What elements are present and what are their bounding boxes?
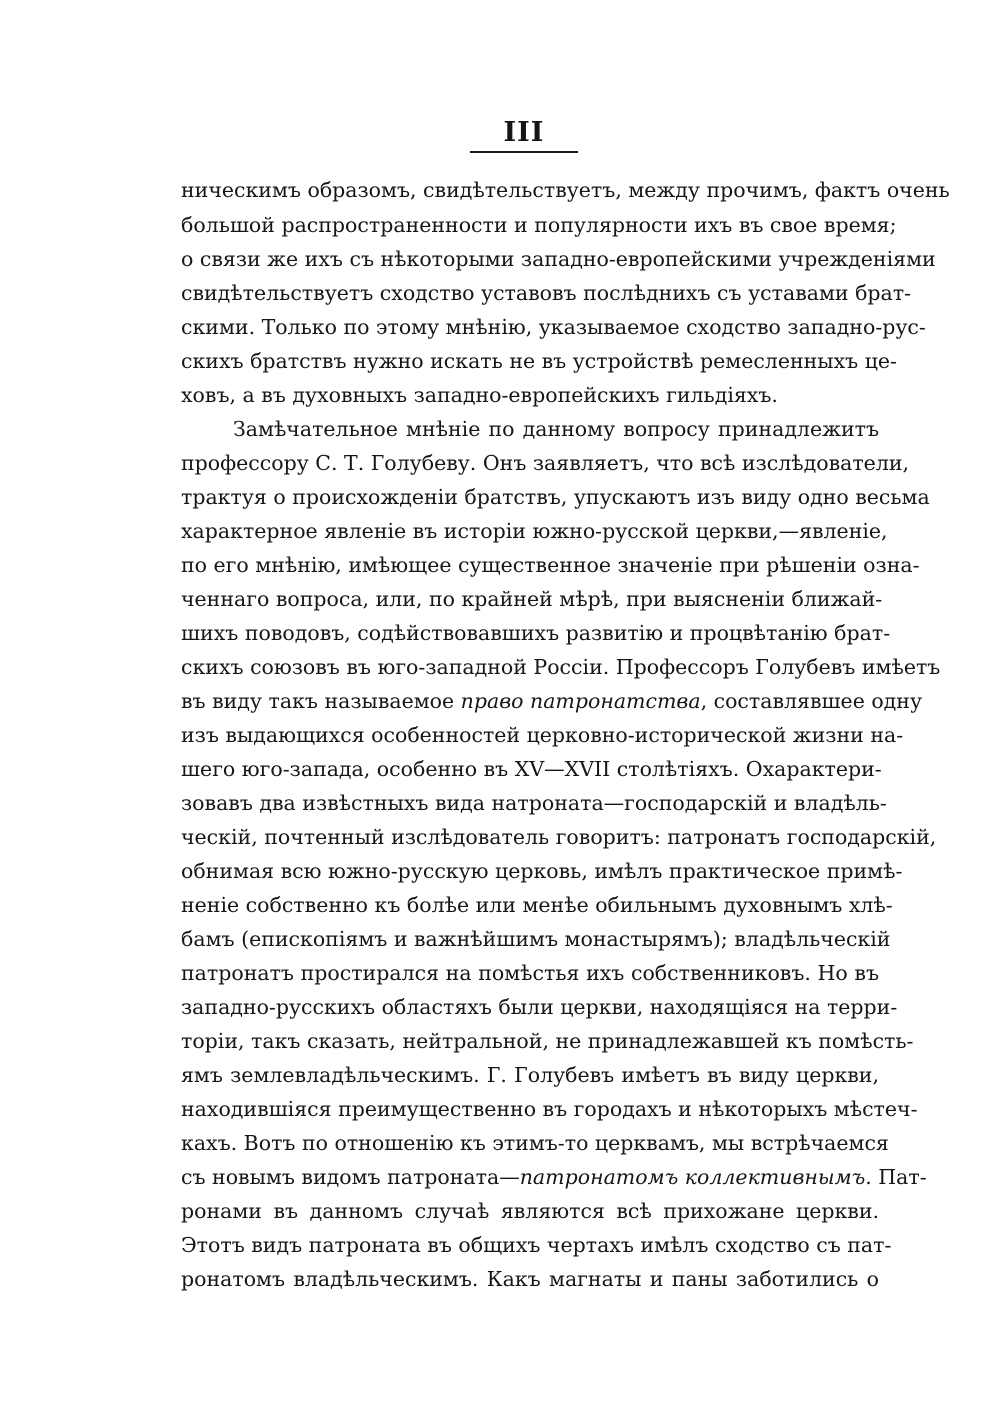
text-line: ронатомъ владѣльческимъ. Какъ магнаты и паны заботились о xyxy=(181,1267,879,1291)
text-line: ховъ, а въ духовныхъ западно-европейскихъ гильдіяхъ. xyxy=(181,383,778,407)
page-number-rule xyxy=(470,151,578,153)
text-line: патронатъ простирался на помѣстья ихъ собственниковъ. Но въ xyxy=(181,961,879,985)
page-number: III xyxy=(503,117,545,148)
text-line: свидѣтельствуетъ сходство уставовъ послѣднихъ съ уставами брат- xyxy=(181,281,912,305)
text-line: шихъ поводовъ, содѣйствовавшихъ развитію и процвѣтанію брат- xyxy=(181,621,891,645)
text-line: изъ выдающихся особенностей церковно-исторической жизни на- xyxy=(181,723,904,747)
text-line: ямъ землевладѣльческимъ. Г. Голубевъ имѣетъ въ виду церкви, xyxy=(181,1063,879,1087)
text-line xyxy=(181,684,923,718)
text-line: ронами въ данномъ случаѣ являются всѣ прихожане церкви. xyxy=(181,1199,879,1223)
text-line: характерное явленіе въ исторіи южно-русской церкви,—явленіе, xyxy=(181,519,888,543)
text-line: скими. Только по этому мнѣнію, указываемое сходство западно-рус- xyxy=(181,315,926,339)
text-line: ническимъ образомъ, свидѣтельствуетъ, между прочимъ, фактъ очень xyxy=(181,178,950,202)
text-line: профессору С. Т. Голубеву. Онъ заявляетъ, что всѣ изслѣдователи, xyxy=(181,451,910,475)
text-line: неніе собственно къ болѣе или менѣе обильнымъ духовнымъ хлѣ- xyxy=(181,893,893,917)
text-line: шего юго-запада, особенно въ XV—XVII столѣтіяхъ. Охарактери- xyxy=(181,757,882,781)
text-line: большой распространенности и популярности ихъ въ свое время; xyxy=(181,213,897,237)
text-run: Пат- xyxy=(871,1165,927,1189)
text-run: въ виду такъ называемое xyxy=(181,689,461,713)
italic-term: патронатомъ коллективнымъ. xyxy=(519,1165,872,1189)
text-line xyxy=(181,1160,927,1194)
text-line: о связи же ихъ съ нѣкоторыми западно-европейскими учрежденіями xyxy=(181,247,936,271)
text-line: скихъ союзовъ въ юго-западной Россіи. Профессоръ Голубевъ имѣетъ xyxy=(181,655,941,679)
text-run: съ новымъ видомъ патроната— xyxy=(181,1165,520,1189)
text-line: Замѣчательное мнѣніе по данному вопросу принадлежитъ xyxy=(233,417,879,441)
text-run: , составлявшее одну xyxy=(700,689,923,713)
text-line: западно-русскихъ областяхъ были церкви, находящіяся на терри- xyxy=(181,995,898,1019)
text-line: кахъ. Вотъ по отношенію къ этимъ-то церквамъ, мы встрѣчаемся xyxy=(181,1131,889,1155)
text-line: по его мнѣнію, имѣющее существенное значеніе при рѣшеніи озна- xyxy=(181,553,920,577)
text-line: ческій, почтенный изслѣдователь говоритъ: патронатъ господарскій, xyxy=(181,825,937,849)
text-line: ченнаго вопроса, или, по крайней мѣрѣ, при выясненіи ближай- xyxy=(181,587,883,611)
text-line: трактуя о происхожденіи братствъ, упускаютъ изъ виду одно весьма xyxy=(181,485,930,509)
text-line: Этотъ видъ патроната въ общихъ чертахъ имѣлъ сходство съ пат- xyxy=(181,1233,892,1257)
text-line: бамъ (епископіямъ и важнѣйшимъ монастырямъ); владѣльческій xyxy=(181,927,891,951)
text-line: находившіяся преимущественно въ городахъ и нѣкоторыхъ мѣстеч- xyxy=(181,1097,918,1121)
italic-term: право патронатства xyxy=(460,689,701,713)
text-line: обнимая всю южно-русскую церковь, имѣлъ практическое примѣ- xyxy=(181,859,903,883)
text-line: торіи, такъ сказать, нейтральной, не принадлежавшей къ помѣсть- xyxy=(181,1029,914,1053)
text-line: зовавъ два извѣстныхъ вида натроната—господарскій и владѣль- xyxy=(181,791,887,815)
text-line: скихъ братствъ нужно искать не въ устройствѣ ремесленныхъ це- xyxy=(181,349,897,373)
